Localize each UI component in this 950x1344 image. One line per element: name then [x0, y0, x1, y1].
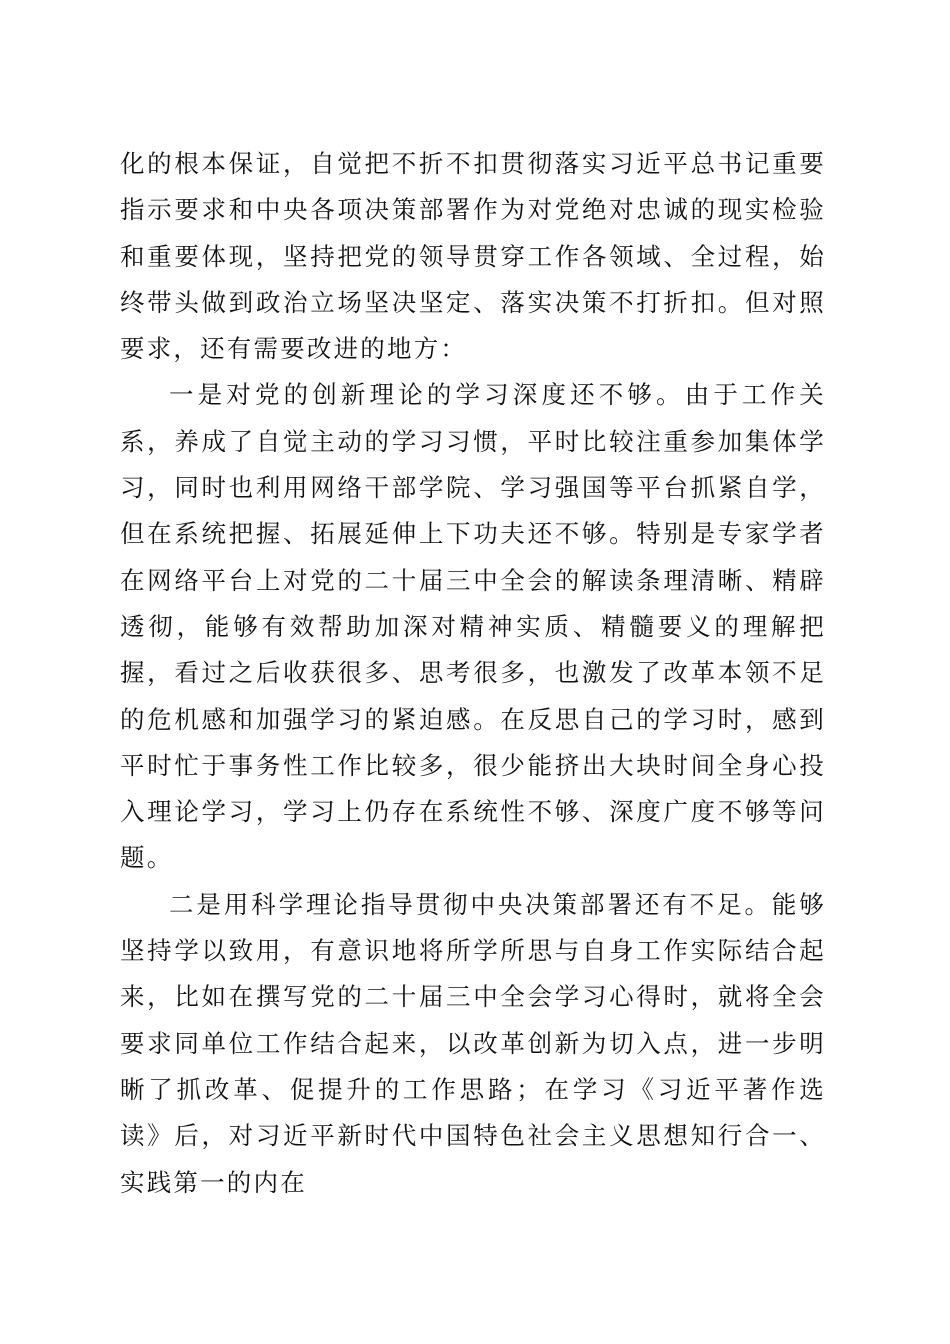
- document-body: [120, 141, 826, 1206]
- paragraph-intro: 化的根本保证，自觉把不折不扣贯彻落实习近平总书记重要指示要求和中央各项决策部署作为对党绝对忠诚的现实检验和重要体现，坚持把党的领导贯穿工作各领域、全过程，始终带头做到政治立场坚决坚定、落实决策不打折扣。但对照要求，还有需要改进的地方：: [120, 149, 826, 364]
- paragraph-point-two: 二是用科学理论指导贯彻中央决策部署还有不足。能够坚持学以致用，有意识地将所学所思与自身工作实际结合起来，比如在撰写党的二十届三中全会学习心得时，就将全会要求同单位工作结合起来，以改革创新为切入点，进一步明晰了抓改革、促提升的工作思路；在学习《习近平著作选读》后，对习近平新时代中国特色社会主义思想知行合一、实践第一的内在: [120, 889, 826, 1197]
- paragraph-point-one: 一是对党的创新理论的学习深度还不够。由于工作关系，养成了自觉主动的学习习惯，平时比较注重参加集体学习，同时也利用网络干部学院、学习强国等平台抓紧自学，但在系统把握、拓展延伸上下功夫还不够。特别是专家学者在网络平台上对党的二十届三中全会的解读条理清晰、精辟透彻，能够有效帮助加深对精神实质、精髓要义的理解把握，看过之后收获很多、思考很多，也激发了改革本领不足的危机感和加强学习的紧迫感。在反思自己的学习时，感到平时忙于事务性工作比较多，很少能挤出大块时间全身心投入理论学习，学习上仍存在系统性不够、深度广度不够等问题。: [120, 380, 826, 873]
